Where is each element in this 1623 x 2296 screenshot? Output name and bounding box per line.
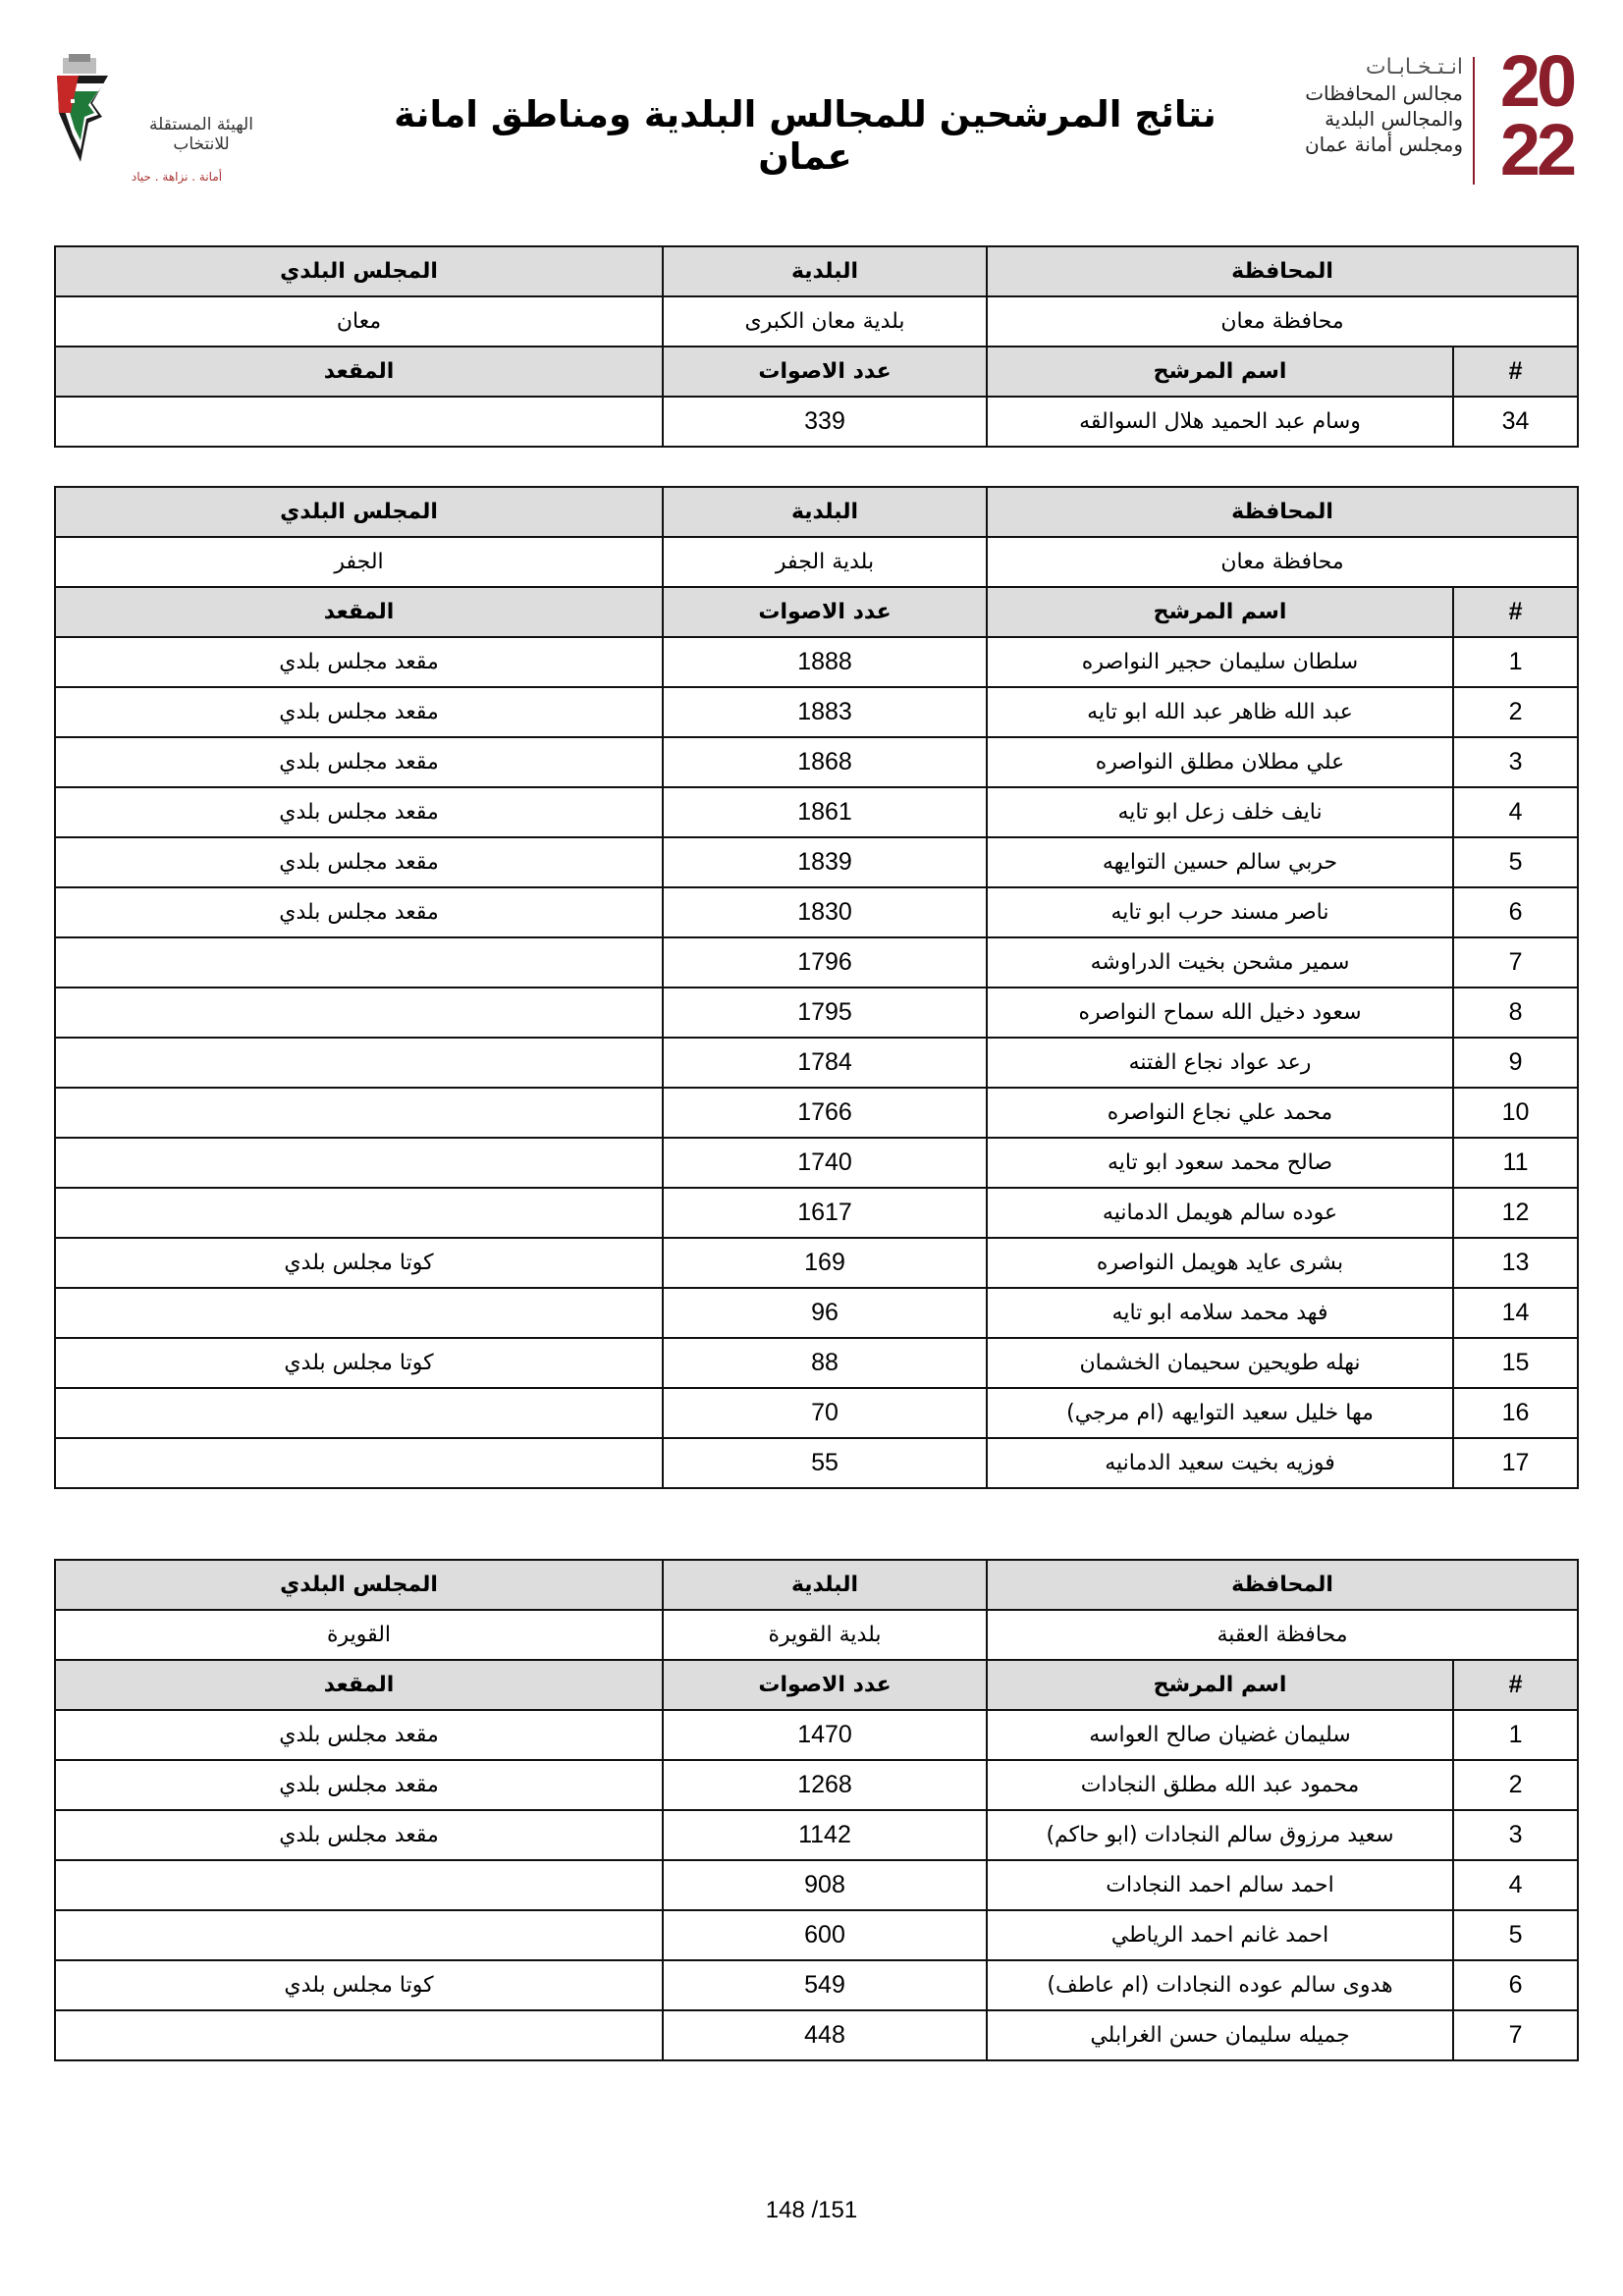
row-index: 16 bbox=[1453, 1388, 1578, 1438]
table-row bbox=[55, 1338, 1578, 1388]
candidate-name: نهله طويحين سحيمان الخشمان bbox=[987, 1338, 1453, 1388]
row-index: 13 bbox=[1453, 1238, 1578, 1288]
table-row bbox=[55, 787, 1578, 837]
candidate-name: فوزيه بخيت سعيد الدمانيه bbox=[987, 1438, 1453, 1488]
candidate-name: محمود عبد الله مطلق النجادات bbox=[987, 1760, 1453, 1810]
seat-type: كوتا مجلس بلدي bbox=[55, 1338, 663, 1388]
commission-name bbox=[108, 115, 295, 154]
municipality-value: بلدية الجفر bbox=[663, 537, 987, 587]
seat-type bbox=[55, 937, 663, 988]
table-row bbox=[55, 1960, 1578, 2010]
row-index: 5 bbox=[1453, 837, 1578, 887]
year-logo bbox=[1483, 40, 1591, 194]
vote-count: 1888 bbox=[663, 637, 987, 687]
candidate-header: اسم المرشح bbox=[987, 347, 1453, 397]
vote-count: 88 bbox=[663, 1338, 987, 1388]
seat-type: مقعد مجلس بلدي bbox=[55, 787, 663, 837]
vote-count: 1766 bbox=[663, 1088, 987, 1138]
seat-type bbox=[55, 1038, 663, 1088]
governorate-value: محافظة معان bbox=[987, 537, 1578, 587]
seat-type: كوتا مجلس بلدي bbox=[55, 1960, 663, 2010]
commission-tagline: أمانة . نزاهة . حياد bbox=[131, 170, 223, 184]
vote-count: 549 bbox=[663, 1960, 987, 2010]
table-row bbox=[55, 1388, 1578, 1438]
governorate-header: المحافظة bbox=[987, 246, 1578, 296]
vote-count: 339 bbox=[663, 397, 987, 447]
seat-type: مقعد مجلس بلدي bbox=[55, 737, 663, 787]
candidate-name: حربي سالم حسين التوايهه bbox=[987, 837, 1453, 887]
candidate-name: احمد غانم احمد الرياطي bbox=[987, 1910, 1453, 1960]
results-column-header bbox=[55, 587, 1578, 637]
table-row bbox=[55, 837, 1578, 887]
seat-header: المقعد bbox=[55, 587, 663, 637]
candidate-name: مها خليل سعيد التوايهه (ام مرجي) bbox=[987, 1388, 1453, 1438]
row-index: 15 bbox=[1453, 1338, 1578, 1388]
seat-type bbox=[55, 397, 663, 447]
page-number: 148 /151 bbox=[765, 2197, 858, 2223]
seat-type bbox=[55, 2010, 663, 2060]
row-index: 7 bbox=[1453, 2010, 1578, 2060]
candidate-name: احمد سالم احمد النجادات bbox=[987, 1860, 1453, 1910]
section-info-header bbox=[55, 1560, 1578, 1610]
candidate-header: اسم المرشح bbox=[987, 1660, 1453, 1710]
row-index: 7 bbox=[1453, 937, 1578, 988]
results-column-header bbox=[55, 347, 1578, 397]
row-index: 4 bbox=[1453, 787, 1578, 837]
vote-count: 600 bbox=[663, 1910, 987, 1960]
index-header: # bbox=[1453, 587, 1578, 637]
vote-count: 1142 bbox=[663, 1810, 987, 1860]
seat-type bbox=[55, 1288, 663, 1338]
commission-name-line1: الهيئة المستقلة bbox=[149, 115, 253, 134]
table-row bbox=[55, 1188, 1578, 1238]
row-index: 2 bbox=[1453, 1760, 1578, 1810]
candidate-name: علي مطلان مطلق النواصره bbox=[987, 737, 1453, 787]
votes-header: عدد الاصوات bbox=[663, 1660, 987, 1710]
row-index: 5 bbox=[1453, 1910, 1578, 1960]
candidate-name: سمير مشحن بخيت الدراوشه bbox=[987, 937, 1453, 988]
candidate-name: سلطان سليمان حجير النواصره bbox=[987, 637, 1453, 687]
seat-type bbox=[55, 1088, 663, 1138]
seat-type bbox=[55, 1438, 663, 1488]
row-index: 3 bbox=[1453, 737, 1578, 787]
row-index: 14 bbox=[1453, 1288, 1578, 1338]
council-value: معان bbox=[55, 296, 663, 347]
row-index: 2 bbox=[1453, 687, 1578, 737]
vote-count: 1861 bbox=[663, 787, 987, 837]
elections-line-3: ومجلس أمانة عمان bbox=[1304, 133, 1463, 156]
results-column-header bbox=[55, 1660, 1578, 1710]
table-row bbox=[55, 687, 1578, 737]
year-bottom: 22 bbox=[1499, 109, 1574, 190]
results-section-table bbox=[54, 245, 1579, 448]
vote-count: 1830 bbox=[663, 887, 987, 937]
candidate-name: هدوى سالم عوده النجادات (ام عاطف) bbox=[987, 1960, 1453, 2010]
vote-count: 908 bbox=[663, 1860, 987, 1910]
section-info-values bbox=[55, 537, 1578, 587]
table-row bbox=[55, 1910, 1578, 1960]
table-row bbox=[55, 1038, 1578, 1088]
governorate-value: محافظة معان bbox=[987, 296, 1578, 347]
seat-type bbox=[55, 1910, 663, 1960]
commission-name-line2: للانتخاب bbox=[173, 134, 230, 154]
candidate-name: سعيد مرزوق سالم النجادات (ابو حاكم) bbox=[987, 1810, 1453, 1860]
elections-word: انـتـخـابـات bbox=[1365, 55, 1463, 80]
table-row bbox=[55, 1238, 1578, 1288]
candidate-name: فهد محمد سلامه ابو تايه bbox=[987, 1288, 1453, 1338]
candidate-name: رعد عواد نجاع الفتنه bbox=[987, 1038, 1453, 1088]
candidate-name: عوده سالم هويمل الدمانيه bbox=[987, 1188, 1453, 1238]
elections-logo bbox=[1296, 40, 1591, 204]
vote-count: 1868 bbox=[663, 737, 987, 787]
commission-logo bbox=[49, 54, 255, 191]
row-index: 8 bbox=[1453, 988, 1578, 1038]
table-row bbox=[55, 1810, 1578, 1860]
row-index: 34 bbox=[1453, 397, 1578, 447]
section-info-header bbox=[55, 487, 1578, 537]
table-row bbox=[55, 1760, 1578, 1810]
vote-count: 1796 bbox=[663, 937, 987, 988]
vote-count: 1839 bbox=[663, 837, 987, 887]
vote-count: 1268 bbox=[663, 1760, 987, 1810]
vote-count: 169 bbox=[663, 1238, 987, 1288]
section-info-values bbox=[55, 1610, 1578, 1660]
section-info-header bbox=[55, 246, 1578, 296]
council-value: الجفر bbox=[55, 537, 663, 587]
candidate-name: بشرى عايد هويمل النواصره bbox=[987, 1238, 1453, 1288]
row-index: 12 bbox=[1453, 1188, 1578, 1238]
page-header bbox=[0, 0, 1623, 216]
table-row bbox=[55, 937, 1578, 988]
seat-type bbox=[55, 1388, 663, 1438]
seat-type bbox=[55, 1138, 663, 1188]
elections-text bbox=[1286, 55, 1463, 157]
vote-count: 1883 bbox=[663, 687, 987, 737]
candidate-name: صالح محمد سعود ابو تايه bbox=[987, 1138, 1453, 1188]
candidate-header: اسم المرشح bbox=[987, 587, 1453, 637]
row-index: 17 bbox=[1453, 1438, 1578, 1488]
seat-type bbox=[55, 1188, 663, 1238]
row-index: 11 bbox=[1453, 1138, 1578, 1188]
table-row bbox=[55, 1710, 1578, 1760]
table-row bbox=[55, 397, 1578, 447]
table-row bbox=[55, 1138, 1578, 1188]
row-index: 6 bbox=[1453, 887, 1578, 937]
municipality-header: البلدية bbox=[663, 487, 987, 537]
governorate-header: المحافظة bbox=[987, 1560, 1578, 1610]
table-row bbox=[55, 2010, 1578, 2060]
row-index: 1 bbox=[1453, 1710, 1578, 1760]
vote-count: 55 bbox=[663, 1438, 987, 1488]
municipality-value: بلدية معان الكبرى bbox=[663, 296, 987, 347]
ballot-map-icon bbox=[49, 54, 128, 172]
municipality-value: بلدية القويرة bbox=[663, 1610, 987, 1660]
row-index: 9 bbox=[1453, 1038, 1578, 1088]
municipality-header: البلدية bbox=[663, 246, 987, 296]
vote-count: 1795 bbox=[663, 988, 987, 1038]
section-info-values bbox=[55, 296, 1578, 347]
table-row bbox=[55, 1438, 1578, 1488]
candidate-name: ناصر مسند حرب ابو تايه bbox=[987, 887, 1453, 937]
council-header: المجلس البلدي bbox=[55, 246, 663, 296]
candidate-name: وسام عبد الحميد هلال السوالقه bbox=[987, 397, 1453, 447]
table-row bbox=[55, 887, 1578, 937]
elections-line-1: مجالس المحافظات bbox=[1305, 81, 1463, 105]
candidate-name: نايف خلف زعل ابو تايه bbox=[987, 787, 1453, 837]
candidate-name: عبد الله ظاهر عبد الله ابو تايه bbox=[987, 687, 1453, 737]
table-row bbox=[55, 637, 1578, 687]
elections-line-2: والمجالس البلدية bbox=[1325, 107, 1463, 131]
results-section-table bbox=[54, 486, 1579, 1489]
candidate-name: سليمان غضيان صالح العواسه bbox=[987, 1710, 1453, 1760]
council-header: المجلس البلدي bbox=[55, 1560, 663, 1610]
seat-type: مقعد مجلس بلدي bbox=[55, 687, 663, 737]
vote-count: 96 bbox=[663, 1288, 987, 1338]
vote-count: 1740 bbox=[663, 1138, 987, 1188]
index-header: # bbox=[1453, 1660, 1578, 1710]
page-title: نتائج المرشحين للمجالس البلدية ومناطق امانة عمان bbox=[394, 93, 1217, 178]
table-row bbox=[55, 1088, 1578, 1138]
row-index: 3 bbox=[1453, 1810, 1578, 1860]
table-row bbox=[55, 1860, 1578, 1910]
votes-header: عدد الاصوات bbox=[663, 587, 987, 637]
results-section-table bbox=[54, 1559, 1579, 2061]
council-header: المجلس البلدي bbox=[55, 487, 663, 537]
year-top: 20 bbox=[1499, 40, 1574, 122]
vote-count: 1617 bbox=[663, 1188, 987, 1238]
seat-type: مقعد مجلس بلدي bbox=[55, 837, 663, 887]
table-row bbox=[55, 1288, 1578, 1338]
seat-type: كوتا مجلس بلدي bbox=[55, 1238, 663, 1288]
governorate-header: المحافظة bbox=[987, 487, 1578, 537]
seat-header: المقعد bbox=[55, 1660, 663, 1710]
seat-type: مقعد مجلس بلدي bbox=[55, 1810, 663, 1860]
governorate-value: محافظة العقبة bbox=[987, 1610, 1578, 1660]
vote-count: 1784 bbox=[663, 1038, 987, 1088]
table-row bbox=[55, 988, 1578, 1038]
vote-count: 448 bbox=[663, 2010, 987, 2060]
votes-header: عدد الاصوات bbox=[663, 347, 987, 397]
index-header: # bbox=[1453, 347, 1578, 397]
vote-count: 1470 bbox=[663, 1710, 987, 1760]
candidate-name: محمد علي نجاع النواصره bbox=[987, 1088, 1453, 1138]
seat-header: المقعد bbox=[55, 347, 663, 397]
candidate-name: سعود دخيل الله سماح النواصره bbox=[987, 988, 1453, 1038]
seat-type: مقعد مجلس بلدي bbox=[55, 1760, 663, 1810]
vote-count: 70 bbox=[663, 1388, 987, 1438]
council-value: القويرة bbox=[55, 1610, 663, 1660]
seat-type bbox=[55, 988, 663, 1038]
seat-type: مقعد مجلس بلدي bbox=[55, 887, 663, 937]
row-index: 4 bbox=[1453, 1860, 1578, 1910]
row-index: 6 bbox=[1453, 1960, 1578, 2010]
seat-type bbox=[55, 1860, 663, 1910]
row-index: 1 bbox=[1453, 637, 1578, 687]
municipality-header: البلدية bbox=[663, 1560, 987, 1610]
logo-divider bbox=[1473, 57, 1475, 185]
seat-type: مقعد مجلس بلدي bbox=[55, 1710, 663, 1760]
candidate-name: جميله سليمان حسن الغرابلي bbox=[987, 2010, 1453, 2060]
seat-type: مقعد مجلس بلدي bbox=[55, 637, 663, 687]
table-row bbox=[55, 737, 1578, 787]
row-index: 10 bbox=[1453, 1088, 1578, 1138]
